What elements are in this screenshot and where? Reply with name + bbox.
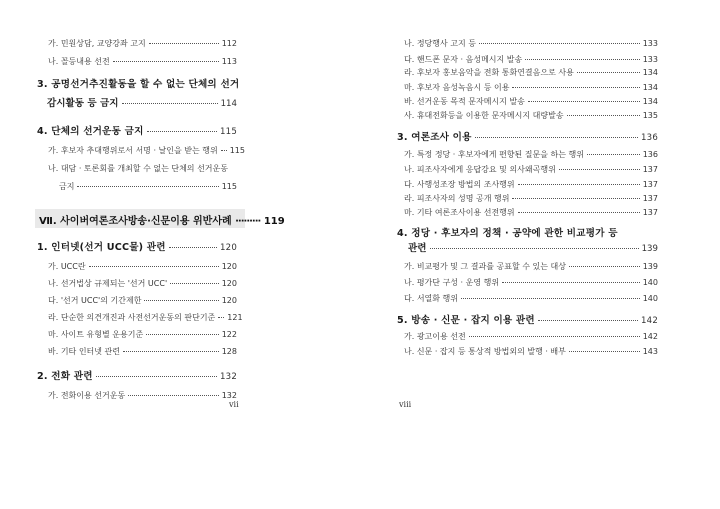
toc-section-heading[interactable] (37, 126, 237, 138)
dot-leader (525, 59, 639, 60)
toc-entry-page: 142 (642, 332, 658, 341)
dot-leader (512, 198, 639, 199)
toc-entry-text: 다. 서열화 행위 (404, 294, 458, 303)
toc-entry-text: 가. 광고이용 선전 (404, 332, 466, 341)
dot-leader (528, 101, 640, 102)
page-number: vii (229, 400, 239, 409)
toc-entry-text: 나. 정당행사 고지 등 (404, 39, 476, 48)
dot-leader (149, 43, 219, 44)
toc-entry[interactable] (404, 82, 658, 93)
toc-entry-page: 137 (642, 165, 658, 174)
toc-entry-text: 가. 전화이용 선거운동 (48, 391, 126, 400)
dot-leader (577, 72, 640, 73)
toc-entry[interactable] (404, 164, 658, 175)
toc-section-page: 139 (641, 244, 658, 254)
toc-entry-text: 사. 휴대전화등을 이용한 문자메시지 대량발송 (404, 111, 564, 120)
dot-leader (475, 137, 638, 138)
dot-leader (147, 131, 217, 132)
toc-entry-text: 라. 후보자 홍보음악을 전화 통화연결음으로 사용 (404, 68, 574, 77)
toc-section-title: 5. 방송 · 신문 · 잡지 이용 관련 (397, 315, 535, 326)
toc-entry[interactable] (48, 329, 237, 340)
toc-section-heading[interactable] (37, 79, 240, 90)
toc-entry[interactable] (48, 145, 245, 156)
toc-entry-page: 134 (642, 83, 658, 92)
toc-entry-text: 가. 비교평가 및 그 결과를 공표할 수 있는 대상 (404, 262, 566, 271)
dot-leader (469, 336, 640, 337)
toc-entry-page: 115 (229, 146, 245, 155)
dot-leader (559, 169, 640, 170)
toc-entry-page: 137 (642, 208, 658, 217)
toc-entry-text: 가. UCC란 (48, 262, 86, 271)
toc-entry[interactable] (404, 67, 658, 78)
dot-leader (89, 266, 219, 267)
toc-entry[interactable] (48, 261, 237, 272)
toc-entry-page: 140 (642, 294, 658, 303)
toc-entry-text: 라. 피조사자의 성명 공개 행위 (404, 194, 510, 203)
toc-entry-text: 다. '선거 UCC'의 기간제한 (48, 296, 142, 305)
dot-leader (221, 150, 227, 151)
toc-entry-page: 135 (642, 111, 658, 120)
toc-entry-page: 120 (221, 262, 237, 271)
toc-entry-page: 132 (221, 391, 237, 400)
toc-section-heading[interactable] (37, 242, 237, 254)
toc-entry-page: 120 (221, 296, 237, 305)
toc-entry-continued[interactable] (59, 181, 237, 192)
toc-entry-page: 128 (221, 347, 237, 356)
toc-entry-page: 134 (642, 97, 658, 106)
toc-entry-text: 나. 피조사자에게 응답강요 및 의사왜곡행위 (404, 165, 556, 174)
toc-entry-page: 143 (642, 347, 658, 356)
toc-section-title: 1. 인터넷(선거 UCC물) 관련 (37, 242, 166, 253)
toc-entry[interactable] (404, 293, 658, 304)
toc-entry-page: 134 (642, 68, 658, 77)
toc-entry-text: 바. 기타 인터넷 관련 (48, 347, 120, 356)
toc-section-heading-continued[interactable] (47, 98, 237, 110)
toc-section-page: 136 (640, 133, 658, 143)
toc-entry[interactable] (404, 179, 658, 190)
toc-entry[interactable] (404, 96, 658, 107)
dot-leader (218, 317, 224, 318)
dot-leader (123, 351, 219, 352)
dot-leader (538, 320, 638, 321)
toc-section-heading-continued[interactable] (408, 243, 658, 255)
toc-entry-text: 가. 민원상담, 교양강좌 고지 (48, 39, 146, 48)
toc-entry-text: 나. 대담 · 토론회를 개최할 수 없는 단체의 선거운동 (48, 164, 228, 173)
toc-section-title: 4. 단체의 선거운동 금지 (37, 126, 144, 137)
dot-leader (512, 87, 639, 88)
dot-leader (170, 283, 219, 284)
toc-entry-text: 라. 단순한 의견개진과 사전선거운동의 판단기준 (48, 313, 216, 322)
dot-leader (77, 186, 218, 187)
toc-entry-text: 마. 기타 여론조사이용 선전행위 (404, 208, 515, 217)
toc-entry-page: 120 (221, 279, 237, 288)
toc-entry[interactable] (404, 149, 658, 160)
chapter-heading[interactable] (39, 212, 285, 227)
toc-entry-page: 113 (221, 57, 237, 66)
dot-leader (122, 103, 218, 104)
toc-entry-text: 나. 꼴등내용 선전 (48, 57, 110, 66)
toc-entry[interactable] (48, 295, 237, 306)
dot-leader (169, 247, 217, 248)
toc-section-page: 120 (219, 243, 237, 253)
toc-entry[interactable] (48, 56, 237, 67)
toc-entry-text: 바. 선거운동 목적 문자메시지 발송 (404, 97, 525, 106)
dot-leader (569, 351, 640, 352)
toc-entry-text: 나. 평가단 구성 · 운영 행위 (404, 278, 500, 287)
toc-entry[interactable] (48, 312, 243, 323)
page-number: viii (399, 400, 412, 409)
dot-leader (587, 154, 640, 155)
chapter-page: 119 (263, 216, 285, 227)
dot-leader (96, 376, 217, 377)
dot-leader (479, 43, 640, 44)
toc-entry-page: 115 (221, 182, 237, 191)
dot-leader (144, 300, 218, 301)
toc-entry-text: 가. 특정 정당 · 후보자에게 편향된 질문을 하는 행위 (404, 150, 584, 159)
dot-leader (461, 298, 640, 299)
toc-entry[interactable] (404, 277, 658, 288)
toc-entry[interactable] (404, 261, 658, 272)
toc-entry-text: 나. 신문 · 잡지 등 통상적 방법외의 발행 · 배부 (404, 347, 566, 356)
toc-entry-page: 122 (221, 330, 237, 339)
chapter-title: Ⅶ. 사이버여론조사방송·신문이용 위반사례 (39, 216, 232, 227)
dot-leader: ········· (235, 216, 261, 227)
toc-entry[interactable] (48, 163, 237, 174)
toc-entry-text: 가. 후보자 추대행위로서 서명 · 날인을 받는 행위 (48, 146, 218, 155)
toc-section-page: 115 (219, 127, 237, 137)
toc-section-page: 142 (640, 316, 658, 326)
toc-entry[interactable] (404, 110, 658, 121)
toc-section-title: 2. 전화 관련 (37, 371, 93, 382)
toc-entry-page: 137 (642, 194, 658, 203)
toc-section-heading[interactable] (397, 315, 658, 327)
toc-section-heading[interactable] (397, 228, 658, 239)
dot-leader (502, 282, 640, 283)
toc-entry-page: 121 (227, 313, 243, 322)
toc-entry-page: 139 (642, 262, 658, 271)
toc-entry[interactable] (48, 346, 237, 357)
toc-entry-text: 마. 사이트 유형별 운용기준 (48, 330, 144, 339)
toc-entry-text: 마. 후보자 음성녹음시 등 이용 (404, 83, 510, 92)
toc-section-title: 관련 (408, 243, 427, 254)
toc-entry-page: 137 (642, 180, 658, 189)
toc-section-title: 3. 여론조사 이용 (397, 132, 472, 143)
toc-entry-page: 136 (642, 150, 658, 159)
toc-entry[interactable] (48, 38, 237, 49)
toc-entry-page: 133 (642, 55, 658, 64)
toc-entry[interactable] (48, 278, 237, 289)
toc-entry[interactable] (404, 346, 658, 357)
toc-entry-text: 금지 (59, 182, 75, 191)
toc-section-heading[interactable] (37, 371, 237, 383)
toc-section-title: 3. 공명선거추진활동을 할 수 없는 단체의 선거 (37, 79, 240, 90)
toc-entry[interactable] (404, 54, 658, 65)
toc-entry-text: 다. 핸드폰 문자 · 음성메시지 발송 (404, 55, 523, 64)
dot-leader (146, 334, 219, 335)
dot-leader (569, 266, 640, 267)
toc-entry-page: 140 (642, 278, 658, 287)
toc-entry[interactable] (404, 331, 658, 342)
right-page (360, 0, 720, 509)
dot-leader (128, 395, 219, 396)
toc-entry-page: 133 (642, 39, 658, 48)
toc-entry[interactable] (404, 38, 658, 49)
toc-section-heading[interactable] (397, 132, 658, 144)
dot-leader (567, 115, 640, 116)
dot-leader (518, 212, 640, 213)
dot-leader (518, 184, 640, 185)
toc-entry[interactable] (48, 390, 237, 401)
toc-section-title: 4. 정당 · 후보자의 정책 · 공약에 관한 비교평가 등 (397, 228, 618, 239)
toc-section-page: 114 (220, 99, 237, 109)
toc-section-page: 132 (219, 372, 237, 382)
toc-entry-page: 112 (221, 39, 237, 48)
toc-entry-text: 다. 사행성조장 방법의 조사행위 (404, 180, 515, 189)
dot-leader (430, 248, 639, 249)
toc-entry[interactable] (404, 193, 658, 204)
toc-section-title: 감시활동 등 금지 (47, 98, 119, 109)
toc-entry-text: 나. 선거법상 규제되는 '선거 UCC' (48, 279, 168, 288)
dot-leader (113, 61, 219, 62)
toc-entry[interactable] (404, 207, 658, 218)
